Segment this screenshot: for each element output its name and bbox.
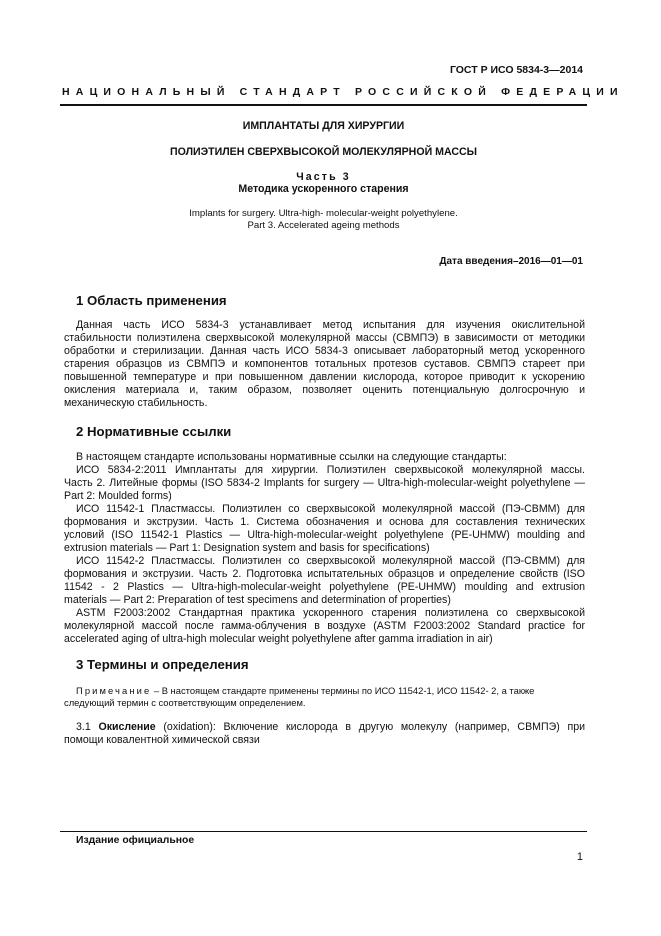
introduction-date: Дата введения–2016—01—01 [439,256,583,267]
section-1-body [64,319,585,410]
title-line-2: ПОЛИЭТИЛЕН СВЕРХВЫСОКОЙ МОЛЕКУЛЯРНОЙ МАССЫ [169,146,478,158]
paragraph-line: materials — Part 2: Preparation of test specimens and determination of properties) [64,594,451,606]
document-number: ГОСТ Р ИСО 5834-3—2014 [449,64,583,76]
title-line-1: ИМПЛАНТАТЫ ДЛЯ ХИРУРГИИ [242,120,405,132]
english-title-line-1: Implants for surgery. Ultra-high- molecular-weight polyethylene. [189,208,458,219]
paragraph-line: формования и экструзии. Часть 2. Подготовка испытательных образцов и определение свойств (ISO [64,568,585,580]
term-definition [64,721,586,747]
term-line-2: помощи ковалентной химической связи [64,734,260,746]
paragraph-line: повышенной температуре и при повышенном давлении кислорода, которое приводит к ускорению [64,371,585,383]
note-label: Примечание [76,685,152,696]
national-standard-banner: НАЦИОНАЛЬНЫЙ СТАНДАРТ РОССИЙСКОЙ ФЕДЕРАЦИИ [62,86,624,98]
footer-rule [60,831,587,832]
header-rule [60,104,587,106]
paragraph-line: extrusion materials — Part 1: Designation system and basis for specifications) [64,542,430,554]
section-1-heading: 1 Область применения [76,293,227,308]
paragraph-line: обработки и стерилизации. Данная часть ИСО 5834-3 описывает лабораторный метод ускоренного [64,345,585,357]
paragraph-line: ASTM F2003:2002 Стандартная практика ускоренного старения полиэтилена со сверхвысокой [76,607,585,619]
term-name: Окисление [98,721,156,733]
paragraph-line: В настоящем стандарте использованы нормативные ссылки на следующие стандарты: [76,451,507,463]
paragraph-line: механическую стабильность. [64,397,208,409]
section-3-heading: 3 Термины и определения [76,657,249,672]
part-number: Часть 3 [296,171,351,183]
paragraph-line: accelerated aging of ultra-high molecular weight polyethylene after gamma irradiation in air) [64,633,493,645]
paragraph-line: Part 2: Moulded forms) [64,490,172,502]
paragraph-line: Данная часть ИСО 5834-3 устанавливает метод испытания для изучения окислительной [76,319,585,331]
paragraph-line: ИСО 5834-2:2011 Имплантаты для хирургии. Полиэтилен сверхвысокой молекулярной массы. [76,464,585,476]
term-rest: (oxidation): Включение кислорода в другую молекулу (например, СВМПЭ) при [155,721,586,733]
paragraph-line: 11542 - 2 Plastics — Ultra-high-molecular-weight polyethylene (PE-UHMW) moulding and extrusion [64,581,585,593]
paragraph-line: ИСО 11542-1 Пластмассы. Полиэтилен со сверхвысокой молекулярной массой (ПЭ-СВММ) для [76,503,585,515]
section-2-heading: 2 Нормативные ссылки [76,424,232,439]
note-text: – В настоящем стандарте применены термины по ИСО 11542-1, ИСО 11542- 2, а также [151,685,535,696]
paragraph-line: окисления материала и, таким образом, позволяет оценить потенциальную долгосрочную и [64,384,585,396]
paragraph-line: Часть 2. Литейные формы (ISO 5834-2 Implants for surgery — Ultra-high-molecular-weight polyethylene — [64,477,585,489]
note [64,685,585,709]
term-number: 3.1 [76,721,99,733]
page-number: 1 [576,851,583,863]
paragraph-line: старения образцов из СВМПЭ и компонентов тотальных протезов суставов. СВМПЭ стареет при [64,358,585,370]
paragraph-line: условий (ISO 11542-1 Plastics — Ultra-high-molecular-weight polyethylene (PE-UHMW) moulding and [64,529,585,541]
official-edition: Издание официальное [76,835,195,846]
note-line-2: следующий термин с соответствующим определением. [64,697,306,708]
english-title-line-2: Part 3. Accelerated ageing methods [247,220,400,231]
paragraph-line: ИСО 11542-2 Пластмассы. Полиэтилен со сверхвысокой молекулярной массой (ПЭ-СВММ) для [76,555,585,567]
section-2-body [64,451,585,646]
paragraph-line: молекулярной массой после гамма-облучения в воздухе (ASTM F2003:2002 Standard practice for [64,620,585,632]
paragraph-line: стабильности полиэтилена сверхвысокой молекулярной массы (СВМПЭ) в зависимости от методики [64,332,585,344]
subtitle: Методика ускоренного старения [238,183,409,195]
paragraph-line: формования и экструзии. Часть 1. Система обозначения и основа для составления технических [64,516,585,528]
